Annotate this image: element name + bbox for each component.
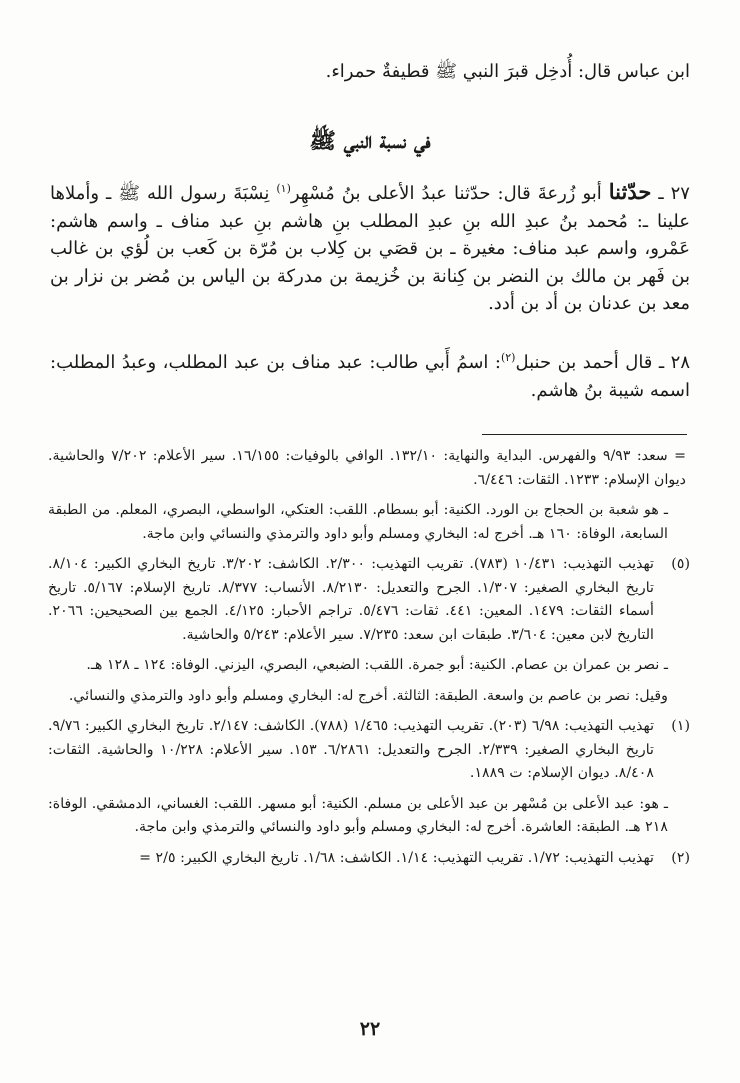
footnote-note: وقيل: نصر بن عاصم بن واسعة. الطبقة: الثالثة. أخرج له: البخاري ومسلم وأبو داود والترمذي والنسائي. <box>68 687 668 704</box>
footnote-note: ـ هو: عبد الأعلى بن مُسْهر بن عبد الأعلى بن مسلم. الكنية: أبو مسهر. اللقب: الغساني، الدمشقي. الوفاة: ٢١٨ هـ. الطبقة: العاشرة. أخرج له: البخاري ومسلم وأبو داود والنسائي والترمذي وابن ماجة. <box>48 795 668 835</box>
footnotes <box>48 445 690 877</box>
footnote-ref[interactable]: (٢) <box>500 351 516 364</box>
footnote-ref[interactable]: (١) <box>276 182 291 195</box>
footnote-divider <box>482 434 687 435</box>
hadith-lead-word: حدّثنا <box>608 179 652 204</box>
footnote-note: ـ هو شعبة بن الحجاج بن الورد. الكنية: أبو بسطام. اللقب: العتكي، الواسطي، البصري، المعلم. من الطبقة السابعة، الوفاة: ١٦٠ هـ. أخرج له: البخاري ومسلم وأبو داود والترمذي والنسائي وابن ماجة. <box>48 502 668 542</box>
footnote-note: ـ نصر بن عمران بن عصام. الكنية: أبو جمرة. اللقب: الضبعي، البصري، اليزني. الوفاة: ١٢٤ ـ ١٢٨ هـ. <box>86 657 668 673</box>
footnote-mark: (٢) <box>671 849 690 866</box>
footnote-1 <box>48 715 690 786</box>
footnote-text: تهذيب التهذيب: ١٠/٤٣١ (٧٨٣). تقريب التهذيب: ٢/٣٠٠. الكاشف: ٣/٢٠٢. تاريخ البخاري الكبير: ٨/١٠٤. تاريخ البخاري الصغير: ١/٣٠٧. الجرح والتعديل: ٨/٢١٣٠. الأنساب: ٨/٣٧٧. تاريخ الإسلام: ٥/١٦٧. تاريخ أسماء الثقات: ١٤٧٩. المعين: ٤٤١. ثقات: ٥/٤٧٦. تراجم الأحبار: ٤/١٢٥. الجمع بين الصحيحين: ٢٠٦٦. التاريخ لابن معين: ٣/٦٠٤. طبقات ابن سعد: ٧/٢٣٥. سير الأعلام: ٥/٢٤٣ والحاشية. <box>48 556 655 643</box>
footnote-text: تهذيب التهذيب: ٦/٩٨ (٢٠٣). تقريب التهذيب: ١/٤٦٥ (٧٨٨). الكاشف: ٢/١٤٧. تاريخ البخاري الكبير: ٩/٧٦. تاريخ البخاري الصغير: ٢/٣٣٩. الجرح والتعديل: ٦/٢٨٦١. ١٥٣. سير الأعلام: ١٠/٢٢٨ والحاشية. الثقات: ٨/٤٠٨. ديوان الإسلام: ت ١٨٨٩. <box>48 718 655 781</box>
hadith-text: أبو زُرعةَ قال: حدّثنا عبدُ الأعلى بنُ مُسْهِر <box>290 183 602 204</box>
footnote-mark: (٥) <box>671 556 690 572</box>
hadith-text: نِسْبَةَ رسول الله ﷺ ـ وأملاها علينا ـ: مُحمد بنُ عبدِ الله بنِ عبدِ المطلب بنِ هاشم بنِ عبد مناف ـ واسم هاشم: عَمْرو، واسم عبد مناف: مغيرة ـ بن قصَي بن كِلاب بن مُرّة بن كَعب بن لُؤي بن غالب بن فَهر بن مالك بن النضر بن كِنانة بن خُزيمة بن مدركة بن الياس بن مُضر بن نزار بن معد بن عدنان بن أد بن أدد. <box>50 183 690 314</box>
hadith-text: ٢٨ ـ قال أحمد بن حنبل <box>515 352 690 373</box>
intro-line: ابن عباس قال: أُدخِل قبرَ النبي ﷺ قطيفةٌ حمراء. <box>325 61 690 82</box>
hadith-28 <box>50 344 690 404</box>
footnote-2 <box>48 847 690 871</box>
footnote-mark: (١) <box>671 718 690 734</box>
hadith-27 <box>50 175 690 318</box>
section-heading: في نسبة النبي ﷺ <box>309 128 431 154</box>
hadith-number: ٢٧ ـ <box>658 183 690 204</box>
footnote-continuation: = سعد: ٩/٩٣ والفهرس. البداية والنهاية: ١٣٢/١٠. الوافي بالوفيات: ١٦/١٥٥. سير الأعلام: ٧/٢٠٢ والحاشية. ديوان الإسلام: ١٢٣٣. الثقات: ٦/٤٤٦. <box>48 448 686 488</box>
footnote-star <box>48 553 690 647</box>
footnote-text: تهذيب التهذيب: ١/٧٢. تقريب التهذيب: ١/١٤. الكاشف: ١/٦٨. تاريخ البخاري الكبير: ٢/٥ = <box>139 849 654 866</box>
page-number: ٢٢ <box>359 1018 381 1040</box>
hadith-text: : اسمُ أَبي طالب: عبد مناف بن عبد المطلب، وعبدُ المطلب: اسمه شيبة بنُ هاشم. <box>50 352 690 401</box>
